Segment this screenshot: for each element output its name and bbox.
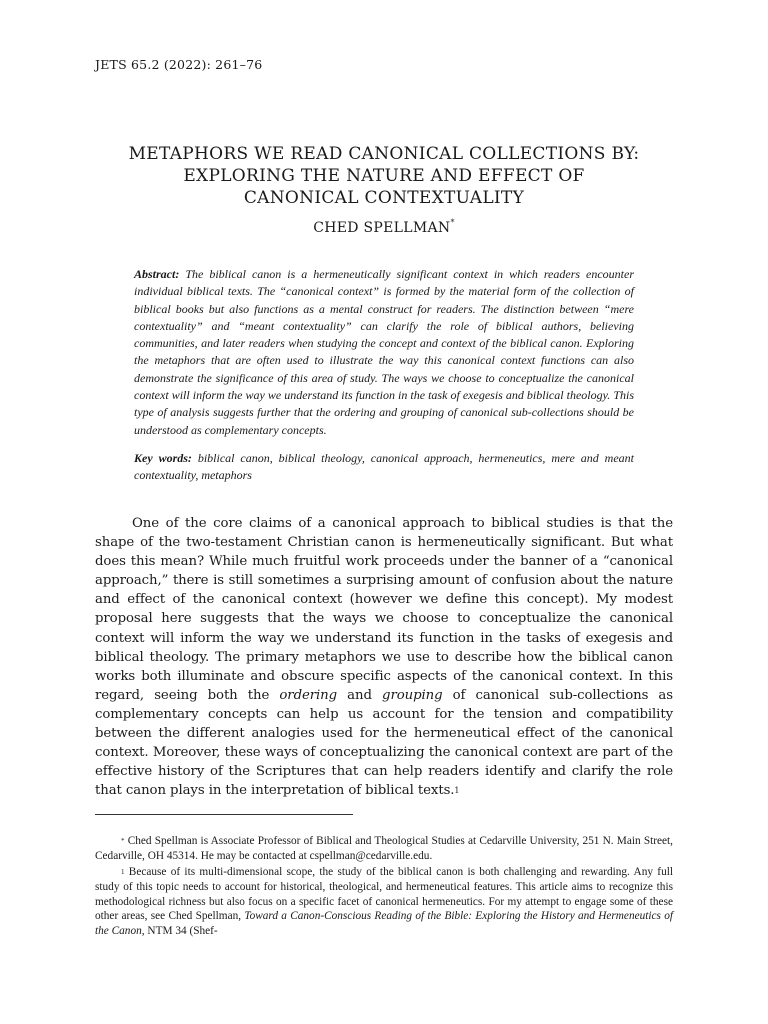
footnote-reference[interactable]: 1: [454, 786, 460, 796]
emphasis-ordering: ordering: [279, 687, 338, 703]
footnote-text: Ched Spellman is Associate Professor of Biblical and Theological Studies at Cedarville University, 251 N. Main Street, Cedarville, OH 45314. He may be contacted at cspellman@cedarville.edu.: [95, 835, 673, 862]
title-line: CANONICAL CONTEXTUALITY: [243, 188, 525, 208]
title-line: METAPHORS WE READ CANONICAL COLLECTIONS BY:: [128, 144, 640, 164]
footnote-text: Because of its multi-dimensional scope, the study of the biblical canon is both challenging and rewarding. Any full study of this topic needs to account for historical, theological, and hermeneutical features. This article aims to recognize this methodological richness but also focus on a specific facet of canonical hermeneutics. For my attempt to engage some of these other areas, see Ched Spellman,: [95, 866, 673, 923]
author-text: CHED SPELLMAN: [313, 220, 451, 236]
footnote-mark: *: [121, 837, 125, 845]
body-paragraph: [95, 514, 673, 800]
author-footnote-mark: *: [450, 218, 455, 227]
keywords-text: biblical canon, biblical theology, canonical approach, hermeneutics, mere and meant contextuality, metaphors: [134, 451, 634, 483]
body-text-part: One of the core claims of a canonical approach to biblical studies is that the shape of the two-testament Christian canon is hermeneutically significant. But what does this mean? While much fruitful work proceeds under the banner of a “canonical approach,” there is still sometimes a surprising amount of confusion about the nature and effect of the canonical context (however we define this concept). My modest proposal here suggests that the ways we choose to conceptualize the canonical context will inform the way we understand its function in the tasks of exegesis and biblical theology. The primary metaphors we use to describe how the biblical canon works both illuminate and obscure specific aspects of the canonical context. In this regard, seeing both the: [95, 516, 673, 703]
footnote-1: [95, 865, 673, 939]
footnote-divider: [95, 814, 353, 815]
emphasis-grouping: grouping: [382, 687, 443, 703]
abstract-label: Abstract:: [134, 267, 180, 281]
article-title: [80, 143, 688, 209]
footnote-author: [95, 834, 673, 864]
abstract-text: The biblical canon is a hermeneutically significant context in which readers encounter individual biblical texts. The “canonical context” is formed by the material form of the collection of biblical books but also functions as a mental construct for readers. The distinction between “mere contextuality” and “meant contextuality” can clarify the role of biblical authors, believing communities, and later readers when studying the concept and context of the biblical canon. Exploring the metaphors that are often used to illustrate the way this canonical context functions can also demonstrate the significance of this area of study. The ways we choose to conceptualize the canonical context will inform the way we understand its function in the task of exegesis and biblical theology. This type of analysis suggests further that the ordering and grouping of canonical sub-collections should be understood as complementary concepts.: [134, 267, 635, 437]
footnote-book-title: Toward a Canon-Conscious Reading of the Bible: Exploring the History and Hermeneutics of the Canon: [95, 910, 674, 938]
body-text-part: and: [337, 687, 383, 703]
abstract: [134, 266, 634, 439]
footnote-mark: 1: [121, 868, 125, 876]
keywords: [134, 450, 634, 485]
footnote-text-tail: , NTM 34 (Shef-: [141, 925, 218, 938]
author-name: [80, 220, 688, 236]
keywords-label: Key words:: [134, 451, 192, 465]
body-text-part: of canonical sub-collections as complementary concepts can help us account for the tension and compatibility between the different analogies used for the hermeneutical effect of the canonical context. Moreover, these ways of conceptualizing the canonical context are part of the effective history of the Scriptures that can help readers identify and clarify the role that canon plays in the interpretation of biblical texts.: [95, 687, 673, 799]
title-line: EXPLORING THE NATURE AND EFFECT OF: [183, 166, 585, 186]
journal-citation: JETS 65.2 (2022): 261–76: [95, 57, 263, 72]
